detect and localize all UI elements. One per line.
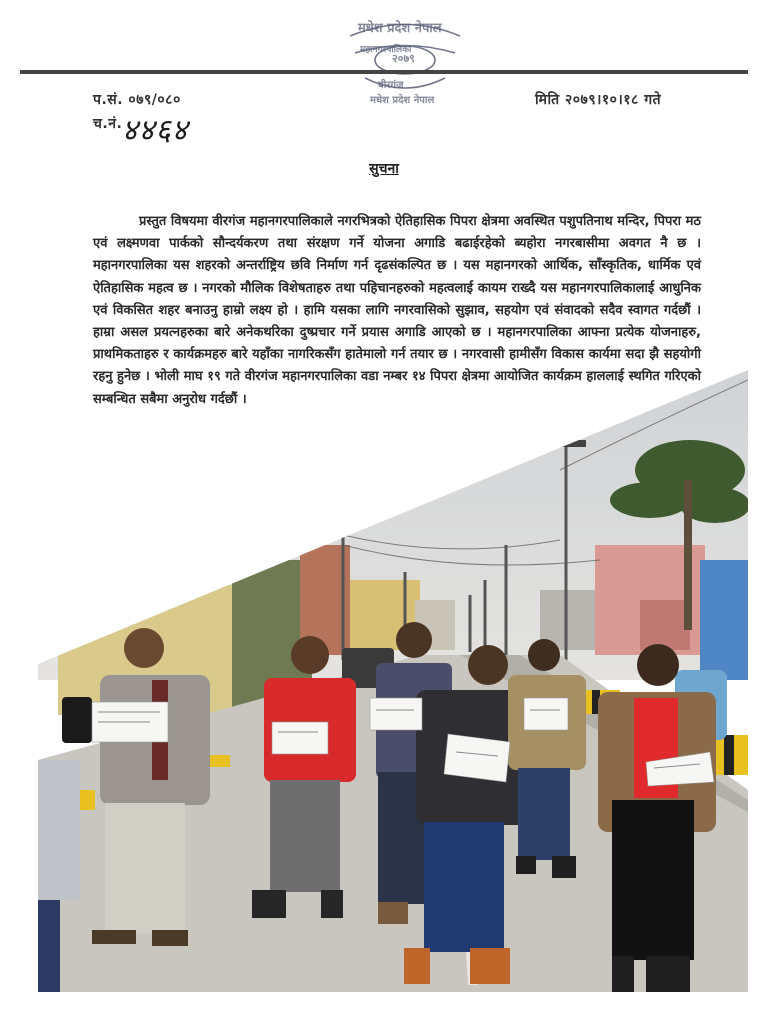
dispatch-number: ४४६४ <box>122 113 189 148</box>
notice-body: प्रस्तुत विषयमा वीरगंज महानगरपालिकाले नगरभित्रको ऐतिहासिक पिपरा क्षेत्रमा अवस्थित पशुपतिनाथ मन्दिर, पिपरा मठ एवं लक्ष्मणवा पार्कको सौन्दर्यकरण तथा संरक्षण गर्ने योजना अगाडि बढाईरहेको ब्यहोरा नगरबासीमा अवगत नै छ । महानगरपालिका यस शहरको अन्तर्राष्ट्रिय छवि निर्माण गर्न दृढसंकल्पित छ । यस महानगरको आर्थिक, साँस्कृतिक, धार्मिक एवं ऐतिहासिक महत्व छ । नगरको मौलिक विशेषताहरु तथा पहिचानहरुको महत्वलाई कायम राख्दै यस महानगरपालिकालाई आधुनिक एवं विकसित शहर बनाउनु हाम्रो लक्ष्य हो । हामि यसका लागि नगरवासिको सुझाव, सहयोग एवं संवादको सदैव स्वागत गर्दछौं । हाम्रा असल प्रयत्नहरुका बारे अनेकथरिका दुष्प्रचार गर्ने प्रयास अगाडि आएको छ । महानगरपालिका आफ्ना प्रत्येक योजनाहरु, प्राथमिकताहरु र कार्यक्रमहरु बारे यहाँका नागरिकसँग हातेमालो गर्न तयार छ । नगरवासी हामीसँग विकास कार्यमा सदा झै सहयोगी रहनु हुनेछ । भोली माघ १९ गते वीरगंज महानगरपालिका वडा नम्बर १४ पिपरा क्षेत्रमा आयोजित कार्यक्रम हाललाई स्थगित गरिएको सम्बन्धित सबैमा अनुरोध गर्दछौं । <box>93 214 701 407</box>
svg-text:२०७९: २०७९ <box>392 52 415 65</box>
svg-text:महानगरपालिका: महानगरपालिका <box>360 45 412 55</box>
reference-number: प.सं. ०७९/०८० <box>93 92 181 108</box>
svg-text:मधेश प्रदेश नेपाल: मधेश प्रदेश नेपाल <box>358 21 442 36</box>
svg-text:मधेश प्रदेश नेपाल: मधेश प्रदेश नेपाल <box>370 95 435 106</box>
notice-date: मिति २०७९।१०।१८ गते <box>535 92 662 108</box>
svg-text:बीरगंज: बीरगंज <box>378 80 404 91</box>
notice-title: सुचना <box>369 161 399 177</box>
dispatch-label: च.नं. <box>93 116 123 132</box>
